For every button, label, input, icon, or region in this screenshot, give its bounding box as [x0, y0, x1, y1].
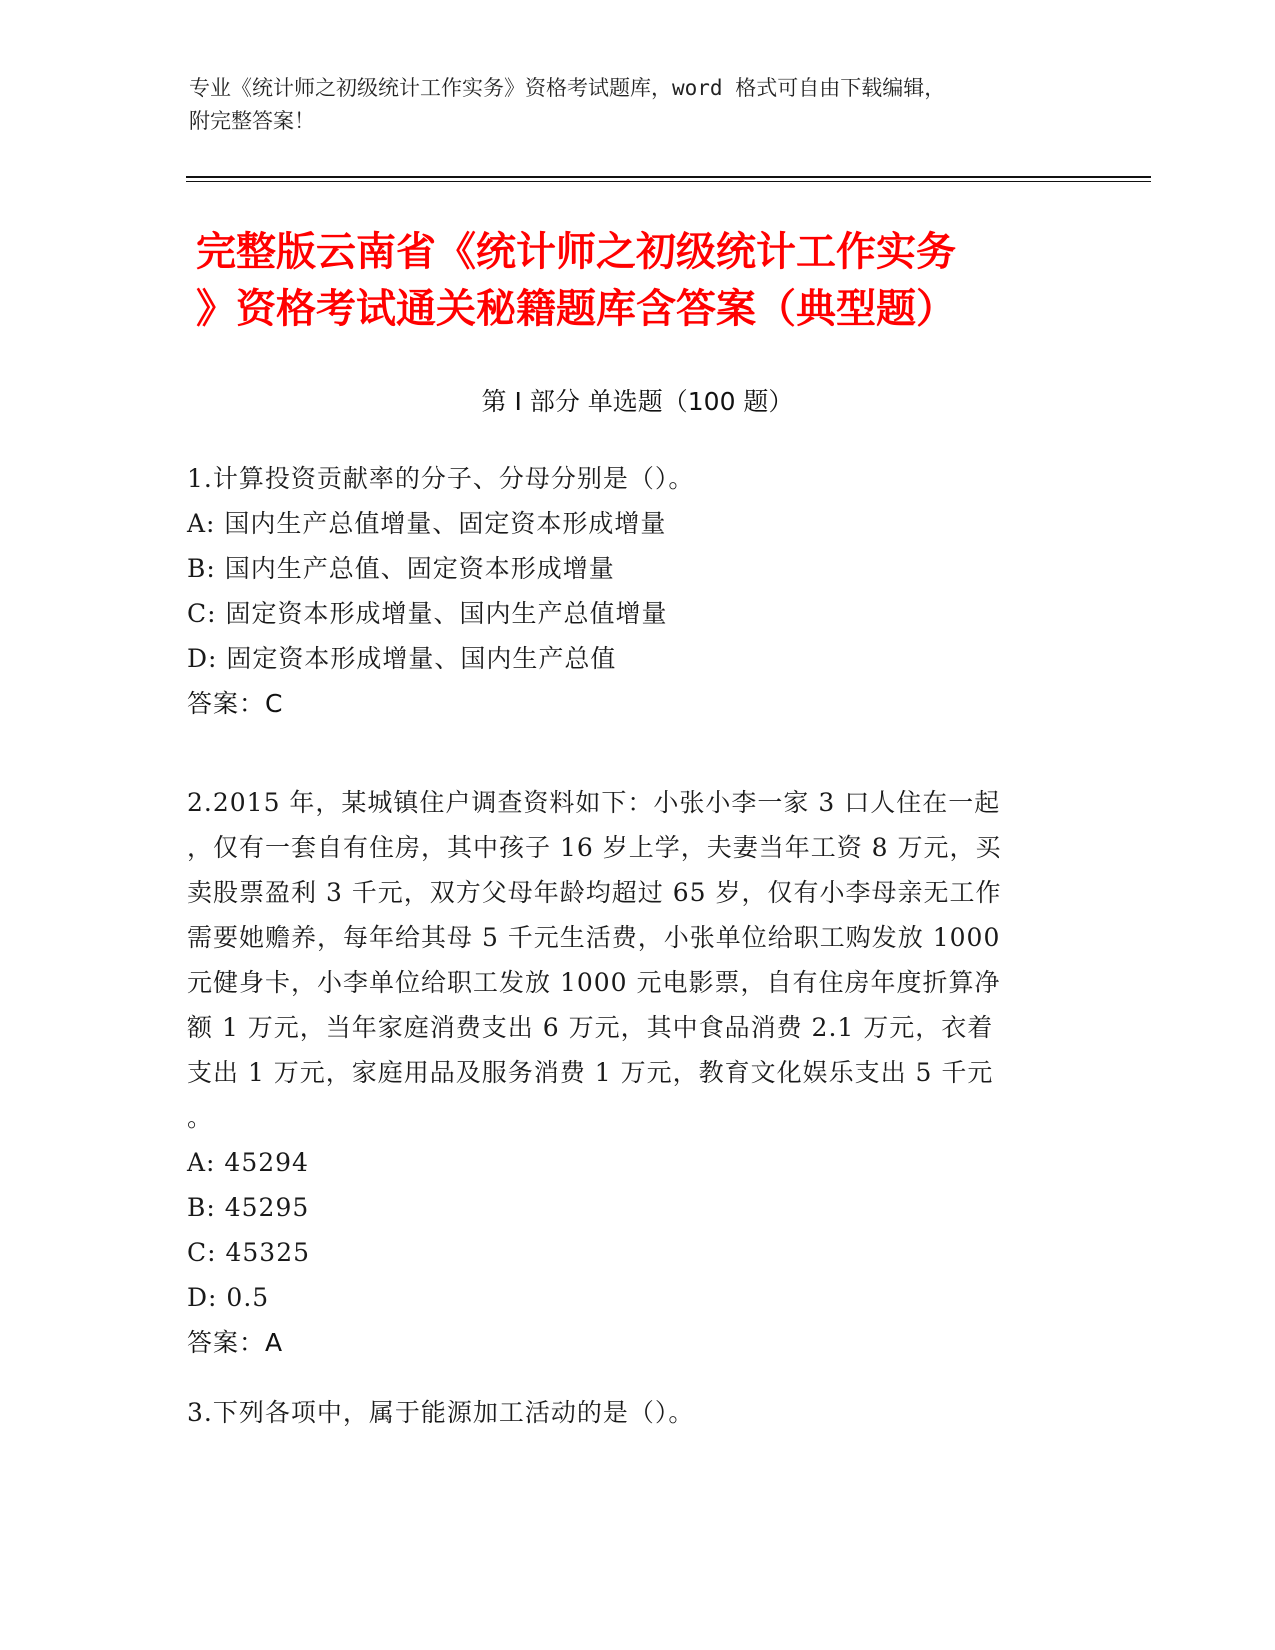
option-c: C: 固定资本形成增量、国内生产总值增量	[187, 599, 668, 628]
header-note-line: 专业《统计师之初级统计工作实务》资格考试题库，word 格式可自由下载编辑，	[189, 76, 946, 100]
option-c: C: 45325	[187, 1238, 311, 1267]
option-b: B: 国内生产总值、固定资本形成增量	[187, 554, 615, 583]
question-stem: ，仅有一套自有住房，其中孩子 16 岁上学，夫妻当年工资 8 万元，买	[187, 833, 1002, 862]
question-stem: 1.计算投资贡献率的分子、分母分别是（）。	[187, 464, 695, 493]
question-stem: 3.下列各项中，属于能源加工活动的是（）。	[187, 1398, 695, 1427]
header-divider	[186, 176, 1151, 178]
question-stem: 2.2015 年，某城镇住户调查资料如下：小张小李一家 3 口人住在一起	[187, 788, 1001, 817]
option-d: D: 0.5	[187, 1283, 270, 1312]
question-block	[187, 780, 1067, 1365]
document-title	[196, 224, 1076, 338]
question-stem: 额 1 万元，当年家庭消费支出 6 万元，其中食品消费 2.1 万元，衣着	[187, 1013, 994, 1042]
question-stem: 支出 1 万元，家庭用品及服务消费 1 万元，教育文化娱乐支出 5 千元	[187, 1058, 994, 1087]
header-note	[189, 72, 1069, 138]
question-block	[187, 456, 1067, 726]
answer: 答案：C	[187, 689, 284, 718]
document-title-line: 》资格考试通关秘籍题库含答案（典型题）	[196, 286, 956, 332]
question-stem: 。	[187, 1103, 214, 1132]
question-stem: 卖股票盈利 3 千元，双方父母年龄均超过 65 岁，仅有小李母亲无工作	[187, 878, 1002, 907]
option-a: A: 45294	[187, 1148, 309, 1177]
option-a: A: 国内生产总值增量、固定资本形成增量	[187, 509, 667, 538]
question-stem: 需要她赡养，每年给其母 5 千元生活费，小张单位给职工购发放 1000	[187, 923, 1001, 952]
header-divider	[186, 181, 1151, 182]
header-note-line: 附完整答案！	[189, 109, 315, 133]
question-stem: 元健身卡，小李单位给职工发放 1000 元电影票，自有住房年度折算净	[187, 968, 1001, 997]
answer: 答案：A	[187, 1328, 284, 1357]
document-title-line: 完整版云南省《统计师之初级统计工作实务	[196, 229, 956, 275]
option-d: D: 固定资本形成增量、国内生产总值	[187, 644, 617, 673]
option-b: B: 45295	[187, 1193, 310, 1222]
question-block	[187, 1390, 1067, 1435]
section-heading: 第 I 部分 单选题（100 题）	[481, 387, 794, 416]
